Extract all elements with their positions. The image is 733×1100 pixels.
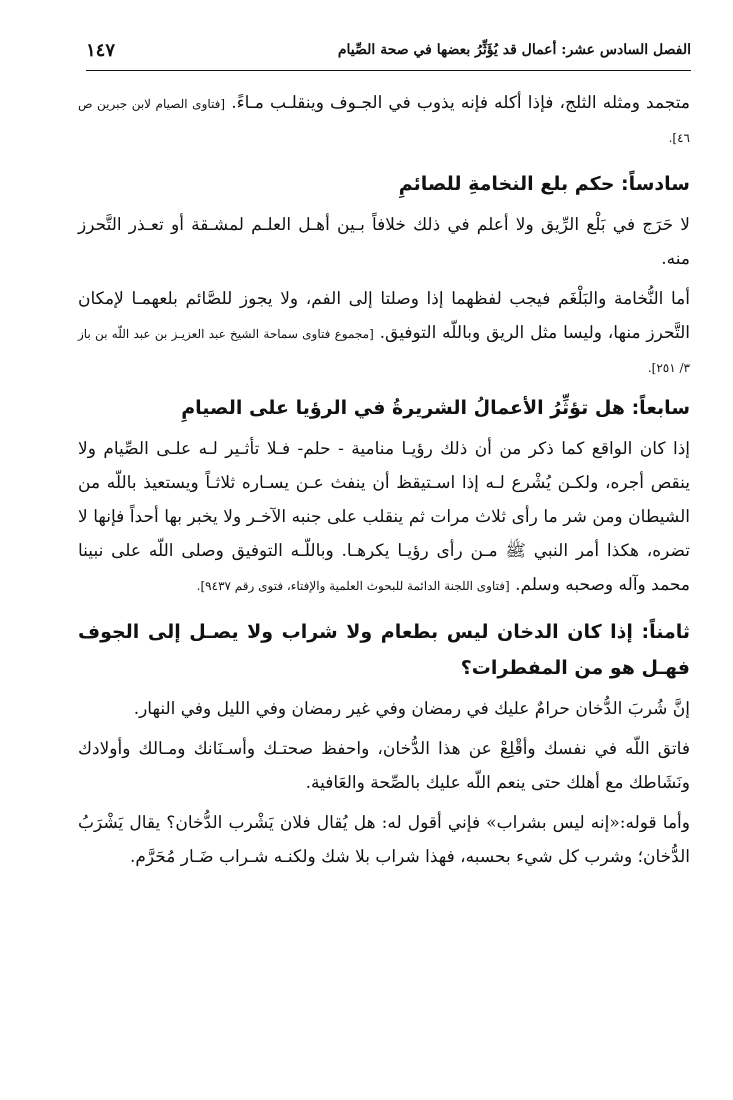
paragraph-dreams bbox=[78, 432, 690, 602]
page-body bbox=[78, 86, 690, 874]
citation-ibn-baz: [مجموع فتاوى سماحة الشيخ عبد العزيـز بن عبد اللّه بن باز ٣/ ٢٥١]. bbox=[78, 327, 690, 375]
chapter-title: الفصل السادس عشر: أعمال قد يُؤَثِّرُ بعضها في صحة الصِّيام bbox=[337, 42, 691, 58]
paragraph-text: أما النُّخامة والبَلْغَم فيجب لفظهما إذا وصلتا إلى الفم، ولا يجوز للصَّائم بلعهمـا لإمكان التَّحرز منها، وليسا مثل الريق وباللّه التوفيق. bbox=[78, 289, 691, 343]
paragraph-saliva: لا حَرَج في بَلْع الرِّيق ولا أعلم في ذلك خلافاً بـين أهـل العلـم لمشـقة أو تعـذر التَّحرز منه. bbox=[78, 215, 690, 269]
paragraph-fear-allah: فاتق اللّه في نفسك وأقْلِعْ عن هذا الدُّخان، واحفظ صحتـك وأسـنَانك ومـالك وأولادك ونَشَاطك مع أهلك حتى ينعم اللّه عليك بالصِّحة والعَافية. bbox=[78, 739, 690, 793]
paragraph-phlegm bbox=[78, 282, 690, 384]
paragraph-text: إذا كان الواقع كما ذكر من أن ذلك رؤيـا منامية - حلم- فـلا تأثـير لـه علـى الصِّيام ولا ينقص أجره، ولكـن يُشْرع لـه إذا اسـتيقظ أن ينفث عـن يسـاره ثلاثـاً ويستعيذ باللّه من الشيطان ومن شر ما رأى ثلاث مرات ثم ينقلب على جنبه الآخـر ولا يخبر بها أحداً فإنها لا تضره، هكذا أمر النبي ﷺ مـن رأى رؤيـا يكرهـا. وباللّـه التوفيق وصلى اللّه على نبينا محمد وآله وصحبه وسلم. bbox=[78, 439, 690, 595]
citation-permanent-committee: [فتاوى اللجنة الدائمة للبحوث العلمية والإفتاء، فتوى رقم ٩٤٣٧]. bbox=[196, 579, 510, 593]
heading-sixth: سادساً: حكم بلع النخامةِ للصائمِ bbox=[398, 173, 690, 195]
paragraph-smoking-haram: إنَّ شُربَ الدُّخان حرامٌ عليك في رمضان وفي غير رمضان وفي الليل وفي النهار. bbox=[133, 699, 690, 719]
paragraph-ice bbox=[78, 86, 690, 154]
page-header bbox=[86, 38, 691, 71]
paragraph-drink-definition: وأما قوله:«إنه ليس بشراب» فإني أقول له: هل يُقال فلان يَشْرب الدُّخان؟ يقال يَشْرَبُ الدُّخان؛ وشرب كل شيء بحسبه، فهذا شراب بلا شك ولكنـه شـراب ضَـار مُحَرَّم. bbox=[78, 813, 690, 867]
paragraph-text: متجمد ومثله الثلج، فإذا أكله فإنه يذوب في الجـوف وينقلـب مـاءً. bbox=[231, 93, 690, 113]
citation-ibn-jibreen: [فتاوى الصيام لابن جبرين ص ٤٦]. bbox=[78, 97, 690, 145]
page-number: ١٤٧ bbox=[86, 40, 116, 61]
heading-eighth: ثامناً: إذا كان الدخان ليس بطعام ولا شراب ولا يصـل إلى الجوف فهـل هو من المفطرات؟ bbox=[78, 621, 690, 679]
heading-seventh: سابعاً: هل تؤثِّرُ الأعمالُ الشريرةُ في الرؤيا على الصيامِ bbox=[181, 397, 690, 419]
